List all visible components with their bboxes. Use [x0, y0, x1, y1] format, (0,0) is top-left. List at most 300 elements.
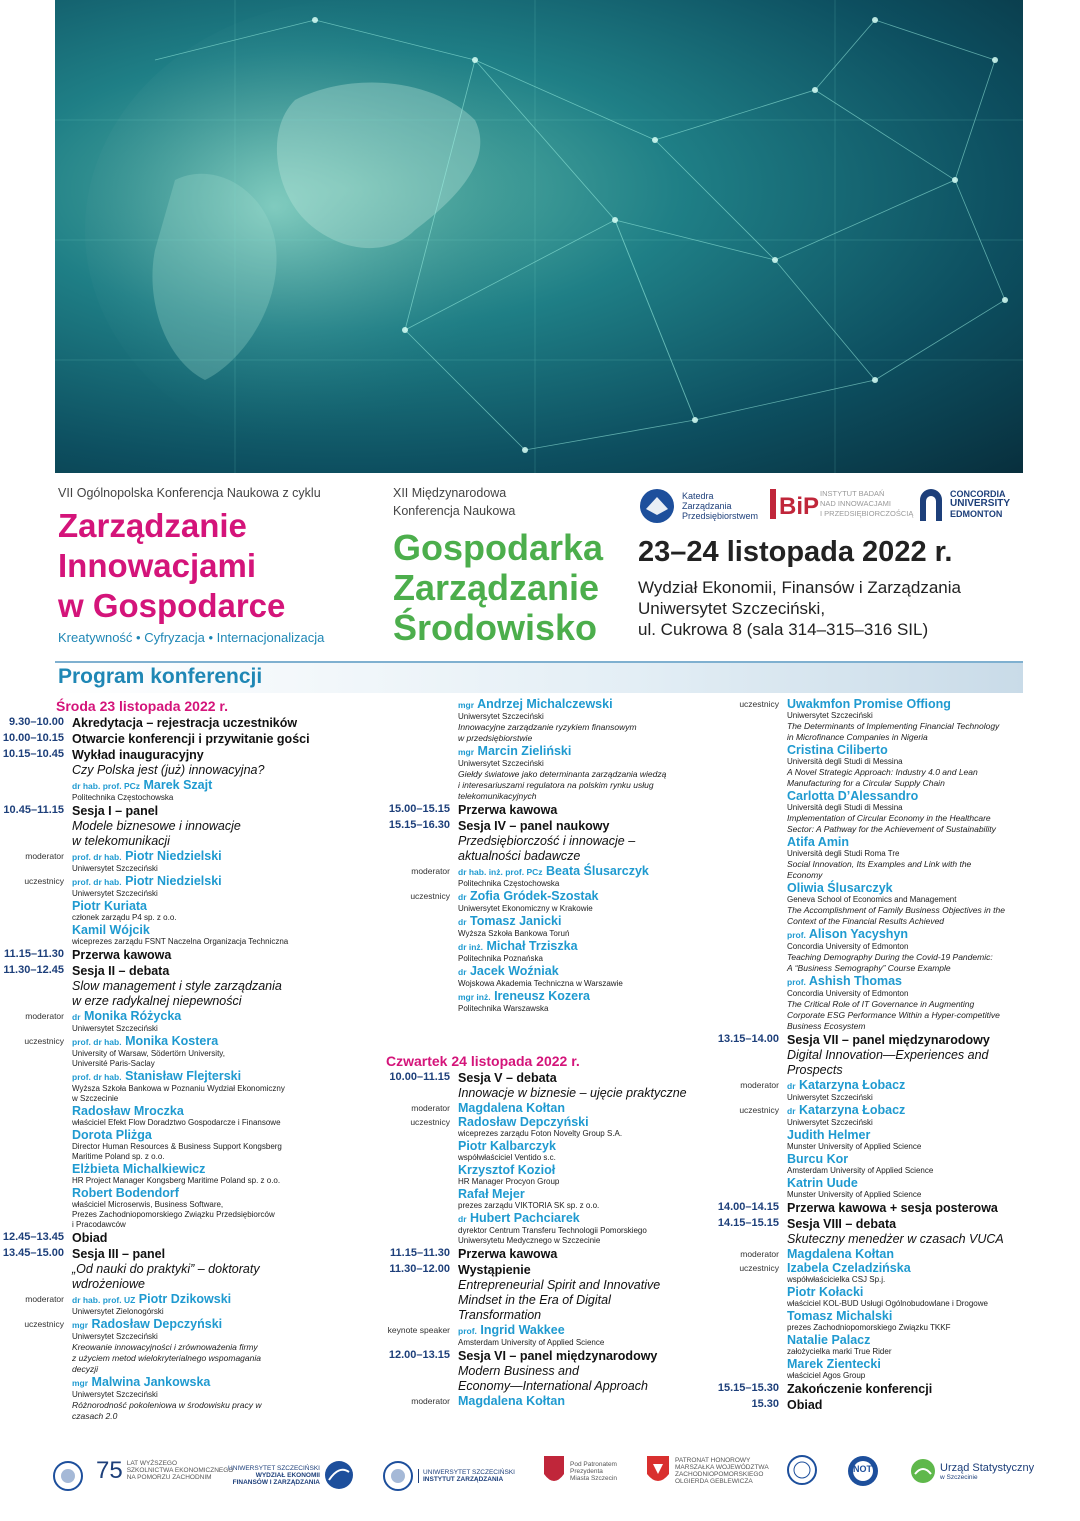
venue-line: ul. Cukrowa 8 (sala 314–315–316 SIL)	[638, 620, 929, 639]
role-label: uczestnicy	[410, 891, 450, 901]
speaker-fullname: Izabela Czeladzińska	[787, 1261, 911, 1275]
schedule-item	[386, 1308, 706, 1323]
paper-title: z użyciem metod wielokryterialnego wspomagania	[72, 1353, 261, 1363]
series-text: VII Ogólnopolska Konferencja Naukowa z cyklu	[58, 486, 321, 500]
speaker-name	[787, 1078, 1045, 1093]
speaker-name	[72, 1186, 372, 1200]
speaker-name	[787, 1128, 1045, 1142]
speaker-affiliation: Uniwersytet Szczeciński	[787, 1093, 873, 1102]
schedule-item	[715, 1152, 1045, 1176]
logo-line: Prezydenta	[570, 1467, 603, 1475]
speaker-fullname: Marcin Zieliński	[477, 744, 572, 758]
session-topic: Mindset in the Era of Digital	[458, 1293, 611, 1307]
schedule-item	[0, 1162, 372, 1186]
time-slot: 15.15–16.30	[388, 819, 450, 831]
schedule-item	[386, 803, 706, 818]
speaker-title: dr	[458, 892, 467, 902]
role-label: keynote speaker	[387, 1325, 450, 1335]
role-label: moderator	[411, 866, 450, 876]
time-slot: 15.15–15.30	[717, 1382, 779, 1394]
speaker-affiliation: University of Warsaw, Södertörn University,	[72, 1049, 225, 1058]
prezydent-logo	[542, 1454, 617, 1488]
speaker-name	[787, 697, 1045, 711]
schedule-item	[0, 923, 372, 947]
title-line: Gospodarka	[393, 527, 604, 568]
time-slot: 11.15–11.30	[390, 1247, 450, 1259]
session-topic: Economy—International Approach	[458, 1379, 648, 1393]
logo-line: WYDZIAŁ EKONOMII	[255, 1471, 320, 1479]
speaker-name	[72, 1009, 372, 1024]
speaker-affiliation: Munster University of Applied Science	[787, 1190, 922, 1199]
speaker-name	[458, 1163, 706, 1177]
schedule-item	[715, 1261, 1045, 1285]
speaker-fullname: Elżbieta Michalkiewicz	[72, 1162, 206, 1176]
paper-title: czasach 2.0	[72, 1411, 118, 1421]
role-label: moderator	[740, 1080, 779, 1090]
speaker-fullname: Ireneusz Kozera	[494, 989, 590, 1003]
logo-line: Przedsiębiorstwem	[682, 511, 759, 521]
speaker-affiliation: Prezes Zachodniopomorskiego Związku Przedsiębiorców	[72, 1210, 275, 1219]
svg-text:BiP: BiP	[779, 493, 820, 520]
speaker-name	[787, 1333, 1045, 1347]
schedule-item	[715, 1201, 1045, 1216]
schedule-item	[0, 964, 372, 979]
logo-line: ZACHODNIOPOMORSKIEGO	[675, 1471, 764, 1478]
speaker-name	[787, 1103, 1045, 1118]
speaker-name	[458, 1394, 706, 1408]
speaker-affiliation: Uniwersytet Szczeciński	[787, 1118, 873, 1127]
wydzial-logo	[228, 1460, 354, 1490]
logo-line: Zarządzania	[682, 501, 732, 511]
network-globe-illustration	[55, 0, 1023, 473]
speaker-name	[72, 1375, 372, 1390]
role-label: moderator	[740, 1249, 779, 1259]
event-title: Sesja I – panel	[72, 804, 159, 818]
schedule-item	[0, 1128, 372, 1162]
speaker-affiliation: prezes zarządu VIKTORIA SK sp. z o.o.	[458, 1201, 600, 1210]
concordia-arch-icon	[918, 487, 944, 521]
schedule-list	[386, 1071, 706, 1408]
schedule-item	[386, 1293, 706, 1308]
session-topic: Digital Innovation—Experiences and	[787, 1048, 989, 1062]
schedule-item	[715, 1103, 1045, 1128]
schedule-item	[0, 1069, 372, 1104]
speaker-fullname: Judith Helmer	[787, 1128, 871, 1142]
speaker-name	[458, 1139, 706, 1153]
us-seal-logo	[52, 1460, 84, 1492]
session-topic: Skuteczny menedżer w czasach VUCA	[787, 1232, 1004, 1246]
paper-title: w przedsiębiorstwie	[458, 733, 533, 743]
speaker-affiliation: Università degli Studi di Messina	[787, 803, 903, 812]
speaker-title: prof.	[787, 930, 806, 940]
schedule-item	[715, 1357, 1045, 1381]
speaker-affiliation: właściciel Agos Group	[787, 1371, 866, 1380]
speaker-fullname: Stanisław Flejterski	[125, 1069, 242, 1083]
university-seal-logo	[786, 1454, 818, 1486]
role-label: moderator	[411, 1103, 450, 1113]
speaker-fullname: Monika Różycka	[83, 1009, 182, 1023]
speaker-fullname: Atifa Amin	[787, 835, 850, 849]
speaker-fullname: Tomasz Janicki	[469, 914, 562, 928]
schedule-item	[386, 1349, 706, 1364]
speaker-fullname: Rafał Mejer	[458, 1187, 525, 1201]
speaker-affiliation: wiceprezes zarządu Foton Novelty Group S.A.	[458, 1129, 623, 1138]
event-title: Akredytacja – rejestracja uczestników	[72, 716, 298, 730]
speaker-affiliation: prezes Zachodniopomorskiego Związku TKKF	[787, 1323, 951, 1332]
paper-title: Manufacturing for a Circular Supply Chain	[787, 778, 945, 788]
gus-logo	[910, 1456, 1034, 1486]
paper-title: Implementation of Circular Economy in the Healthcare	[787, 813, 991, 823]
schedule-item	[0, 1292, 372, 1317]
role-label: uczestnicy	[739, 1263, 779, 1273]
session-topic: Prospects	[787, 1063, 843, 1077]
schedule-item	[715, 1398, 1045, 1413]
role-label: uczestnicy	[410, 1117, 450, 1127]
speaker-name	[72, 923, 372, 937]
coat-of-arms-icon	[542, 1454, 566, 1488]
role-label: moderator	[25, 1011, 64, 1021]
logo-line: Miasta Szczecin	[570, 1474, 617, 1482]
event-title: Sesja VI – panel międzynarodowy	[458, 1349, 658, 1363]
schedule-item	[715, 1217, 1045, 1232]
logo-line: I PRZEDSIĘBIORCZOŚCIĄ	[820, 509, 914, 518]
event-title: Sesja II – debata	[72, 964, 170, 978]
speaker-fullname: Malwina Jankowska	[91, 1375, 211, 1389]
speaker-fullname: Monika Kostera	[125, 1034, 219, 1048]
marszalek-logo	[645, 1454, 769, 1488]
event-date: 23–24 listopada 2022 r.	[638, 536, 953, 568]
speaker-name	[458, 744, 706, 759]
speaker-name	[787, 835, 1045, 849]
speaker-affiliation: Concordia University of Edmonton	[787, 989, 909, 998]
speaker-affiliation: założycielka marki True Rider	[787, 1347, 892, 1356]
series-line: XII Międzynarodowa	[393, 486, 507, 500]
title-line: Środowisko	[393, 607, 598, 648]
event-title: Przerwa kawowa	[72, 948, 172, 962]
session-topic: Przedsiębiorczość i innowacje –	[458, 834, 636, 848]
conference-left	[58, 484, 378, 645]
speaker-title: prof. dr hab.	[72, 1072, 122, 1082]
time-slot: 15.00–15.15	[388, 803, 450, 815]
event-title: Wystąpienie	[458, 1263, 531, 1277]
schedule-item	[715, 1333, 1045, 1357]
speaker-fullname: Oliwia Ślusarczyk	[787, 881, 893, 895]
speaker-affiliation: właściciel Microserwis, Business Software,	[72, 1200, 224, 1209]
session-topic: w erze radykalnej niepewności	[72, 994, 242, 1008]
speaker-name	[458, 914, 706, 929]
not-logo	[846, 1454, 880, 1488]
event-title: Sesja VII – panel międzynarodowy	[787, 1033, 990, 1047]
speaker-name	[72, 899, 372, 913]
speaker-name	[72, 778, 372, 793]
speaker-name	[72, 1104, 372, 1118]
schedule-item	[715, 1048, 1045, 1063]
role-label: uczestnicy	[24, 1319, 64, 1329]
schedule-item	[715, 1063, 1045, 1078]
speaker-name	[458, 1187, 706, 1201]
speaker-affiliation: Università degli Studi Roma Tre	[787, 849, 900, 858]
logo-line: Katedra	[682, 491, 714, 501]
event-title: Obiad	[787, 1398, 823, 1412]
schedule-item	[386, 819, 706, 834]
logo-line: NA POMORZU ZACHODNIM	[126, 1474, 212, 1481]
schedule-item	[386, 914, 706, 939]
speaker-fullname: Tomasz Michalski	[787, 1309, 893, 1323]
time-slot: 15.30	[751, 1398, 779, 1410]
paper-title: Różnorodność pokoleniowa w środowisku pracy w	[72, 1400, 262, 1410]
anniversary-number: 75	[96, 1457, 123, 1484]
speaker-affiliation: dyrektor Centrum Transferu Technologii Pomorskiego	[458, 1226, 647, 1235]
speaker-affiliation: Uniwersytet Szczeciński	[72, 889, 158, 898]
schedule-item	[386, 1247, 706, 1262]
event-info	[638, 536, 1028, 640]
paper-title: The Critical Role of IT Governance in Augmenting	[787, 999, 975, 1009]
speaker-affiliation: Geneva School of Economics and Management	[787, 895, 957, 904]
speaker-name	[72, 1292, 372, 1307]
speaker-affiliation: Politechnika Warszawska	[458, 1004, 549, 1013]
speaker-affiliation: Munster University of Applied Science	[787, 1142, 922, 1151]
schedule-item	[0, 899, 372, 923]
schedule-item	[0, 1375, 372, 1422]
not-label: NOT	[853, 1464, 872, 1474]
event-title: Sesja IV – panel naukowy	[458, 819, 610, 833]
event-title: Wykład inauguracyjny	[72, 748, 204, 762]
katedra-logo	[638, 487, 758, 525]
speaker-title: mgr	[458, 700, 475, 710]
logo-line: Pod Patronatem	[570, 1460, 617, 1468]
schedule-item	[715, 697, 1045, 743]
time-slot: 10.00–10.15	[2, 732, 64, 744]
speaker-name	[72, 1317, 372, 1332]
speaker-fullname: Burcu Kor	[787, 1152, 849, 1166]
paper-title: Sector: A Pathway for the Achievement of Sustainability	[787, 824, 996, 834]
seal-icon	[786, 1454, 818, 1486]
speaker-title: prof.	[787, 977, 806, 987]
speaker-affiliation: Politechnika Poznańska	[458, 954, 543, 963]
logo-line: INSTYTUT ZARZĄDZANIA	[423, 1476, 504, 1483]
schedule-item	[386, 1211, 706, 1246]
event-title: Sesja III – panel	[72, 1247, 166, 1261]
speaker-affiliation: Uniwersytet Szczeciński	[72, 1390, 158, 1399]
schedule-list	[0, 716, 372, 1422]
session-topic: w telekomunikacji	[72, 834, 170, 848]
paper-title: Business Ecosystem	[787, 1021, 866, 1031]
speaker-fullname: Beata Ślusarczyk	[546, 864, 649, 878]
schedule-item	[386, 1323, 706, 1348]
time-slot: 10.15–10.45	[2, 748, 64, 760]
program-column-2	[386, 697, 706, 1408]
speaker-fullname: Andrzej Michalczewski	[477, 697, 613, 711]
conference-middle	[393, 484, 623, 648]
speaker-name	[458, 939, 706, 954]
ibip-logo	[770, 487, 913, 521]
footer-logos	[0, 1448, 1080, 1508]
speaker-affiliation: HR Manager Procyon Group	[458, 1177, 560, 1186]
schedule-item	[0, 1231, 372, 1246]
schedule-item	[0, 994, 372, 1009]
session-topic: Transformation	[458, 1308, 542, 1322]
schedule-item	[715, 1078, 1045, 1103]
speaker-name	[458, 1323, 706, 1338]
speaker-fullname: Kamil Wójcik	[72, 923, 150, 937]
speaker-fullname: Katarzyna Łobacz	[798, 1078, 906, 1092]
speaker-fullname: Radosław Depczyński	[91, 1317, 223, 1331]
speaker-affiliation: Amsterdam University of Applied Science	[458, 1338, 605, 1347]
speaker-fullname: Ashish Thomas	[808, 974, 902, 988]
schedule-item	[386, 834, 706, 849]
program-column-1	[0, 697, 372, 1422]
paper-title: The Determinants of Implementing Financial Technology	[787, 721, 1000, 731]
schedule-item	[0, 732, 372, 747]
title-line: Zarządzanie	[393, 567, 600, 608]
speaker-name	[458, 1101, 706, 1115]
speaker-title: dr	[787, 1106, 796, 1116]
speaker-affiliation: Università degli Studi di Messina	[787, 757, 903, 766]
speaker-name	[787, 1285, 1045, 1299]
speaker-title: prof. dr hab.	[72, 1037, 122, 1047]
speaker-fullname: Magdalena Kołtan	[458, 1394, 565, 1408]
paper-title: The Accomplishment of Family Business Objectives in the	[787, 905, 1005, 915]
schedule-item	[715, 974, 1045, 1032]
logo-line: OLGIERDA GEBLEWICZA	[675, 1478, 753, 1485]
schedule-item	[0, 778, 372, 803]
speaker-title: mgr inż.	[458, 992, 491, 1002]
event-title: Sesja VIII – debata	[787, 1217, 897, 1231]
schedule-item	[0, 1317, 372, 1375]
logo-line: FINANSÓW I ZARZĄDZANIA	[232, 1478, 320, 1486]
speaker-fullname: Ingrid Wakkee	[480, 1323, 565, 1337]
logo-line: MARSZAŁKA WOJEWÓDZTWA	[675, 1464, 769, 1471]
tagline: Kreatywność • Cyfryzacja • Internacjonalizacja	[58, 630, 325, 645]
speaker-affiliation: Politechnika Częstochowska	[72, 793, 174, 802]
speaker-affiliation: wiceprezes zarządu FSNT Naczelna Organizacja Techniczna	[72, 937, 289, 946]
schedule-item	[386, 889, 706, 914]
speaker-name	[458, 989, 706, 1004]
speaker-name	[787, 1357, 1045, 1371]
hero-image	[55, 0, 1023, 473]
schedule-item	[715, 1247, 1045, 1261]
speaker-affiliation: Uniwersytet Zielonogórski	[72, 1307, 164, 1316]
paper-title: A “Business Semography” Course Example	[787, 963, 951, 973]
speaker-fullname: Hubert Pachciarek	[469, 1211, 580, 1225]
speaker-name	[458, 889, 706, 904]
schedule-item	[0, 1262, 372, 1277]
gus-emblem-icon	[910, 1456, 936, 1486]
paper-title: Economy	[787, 870, 823, 880]
speaker-fullname: Piotr Kuriata	[72, 899, 148, 913]
schedule-item	[0, 1277, 372, 1292]
speaker-name	[787, 743, 1045, 757]
schedule-item	[386, 1379, 706, 1394]
speaker-fullname: Katrin Uude	[787, 1176, 858, 1190]
schedule-item	[715, 1176, 1045, 1200]
event-title: Zakończenie konferencji	[787, 1382, 933, 1396]
schedule-item	[0, 1034, 372, 1069]
anniversary-logo	[96, 1457, 234, 1484]
speaker-name	[72, 874, 372, 889]
session-topic: Modele biznesowe i innowacje	[72, 819, 241, 833]
event-title: Przerwa kawowa	[458, 1247, 558, 1261]
event-title: Przerwa kawowa	[458, 803, 558, 817]
paper-title: Kreowanie innowacyjności i zrównoważenia firmy	[72, 1342, 258, 1352]
time-slot: 12.00–13.15	[388, 1349, 450, 1361]
paper-title: decyzji	[72, 1364, 98, 1374]
title-line: w Gospodarce	[58, 587, 286, 624]
speaker-affiliation: Politechnika Częstochowska	[458, 879, 560, 888]
speaker-name	[72, 1034, 372, 1049]
logo-line: NAD INNOWACJAMI	[820, 499, 891, 508]
logo-line: UNIVERSITY	[950, 498, 1011, 509]
session-topic: „Od nauki do praktyki” – doktoraty	[72, 1262, 260, 1276]
paper-title: Innowacyjne zarządzanie ryzykiem finansowym	[458, 722, 637, 732]
schedule-item	[715, 1285, 1045, 1309]
speaker-fullname: Piotr Dzikowski	[138, 1292, 232, 1306]
speaker-affiliation: Amsterdam University of Applied Science	[787, 1166, 934, 1175]
schedule-item	[715, 743, 1045, 789]
speaker-name	[72, 1162, 372, 1176]
speaker-affiliation: członek zarządu P4 sp. z o.o.	[72, 913, 177, 922]
speaker-name	[458, 1211, 706, 1226]
schedule-item	[0, 819, 372, 834]
wave-emblem-icon	[324, 1460, 354, 1490]
schedule-item	[386, 1187, 706, 1211]
paper-title: telekomunikacyjnych	[458, 791, 537, 801]
schedule-item	[386, 1394, 706, 1408]
title-line: Innowacjami	[58, 547, 257, 584]
speaker-fullname: Piotr Niedzielski	[125, 874, 222, 888]
speaker-affiliation: Uniwersytet Szczeciński	[72, 1332, 158, 1341]
venue-line: Wydział Ekonomii, Finansów i Zarządzania	[638, 578, 961, 597]
schedule-list	[715, 697, 1045, 1413]
session-topic: Czy Polska jest (już) innowacyjna?	[72, 763, 265, 777]
schedule-item	[386, 964, 706, 989]
speaker-fullname: Carlotta D’Alessandro	[787, 789, 919, 803]
schedule-item	[0, 804, 372, 819]
logo-line: UNIWERSYTET SZCZECIŃSKI	[228, 1464, 320, 1472]
time-slot: 14.15–15.15	[717, 1217, 779, 1229]
schedule-item	[386, 1101, 706, 1115]
schedule-item	[386, 989, 706, 1014]
speaker-affiliation: właściciel Efekt Flow Doradztwo Gospodarcze i Finansowe	[72, 1118, 281, 1127]
venue-line: Uniwersytet Szczeciński,	[638, 599, 826, 618]
schedule-item	[386, 849, 706, 864]
schedule-item	[386, 1163, 706, 1187]
schedule-item	[715, 1033, 1045, 1048]
speaker-name	[458, 697, 706, 712]
time-slot: 11.30–12.45	[3, 964, 64, 976]
speaker-name	[787, 1309, 1045, 1323]
speaker-name	[787, 1176, 1045, 1190]
speaker-title: dr	[458, 917, 467, 927]
program-title: Program konferencji	[58, 665, 263, 688]
concordia-logo	[918, 487, 1010, 521]
session-topic: Modern Business and	[458, 1364, 579, 1378]
logo-line: w Szczecinie	[940, 1473, 978, 1481]
speaker-name	[787, 1152, 1045, 1166]
role-label: uczestnicy	[24, 1036, 64, 1046]
schedule-item	[386, 1115, 706, 1139]
paper-title: Corporate ESG Performance Within a Hyper-competitive	[787, 1010, 1000, 1020]
speaker-affiliation: współwłaścicielka CSJ Sp.j.	[787, 1275, 886, 1284]
schedule-item	[386, 1071, 706, 1086]
speaker-affiliation: Concordia University of Edmonton	[787, 942, 909, 951]
speaker-fullname: Krzysztof Kozioł	[458, 1163, 556, 1177]
logo-line: CONCORDIA	[950, 489, 1006, 499]
speaker-affiliation: Uniwersytet Szczeciński	[458, 712, 544, 721]
speaker-name	[787, 1247, 1045, 1261]
speaker-fullname: Magdalena Kołtan	[787, 1247, 894, 1261]
paper-title: Teaching Demography During the Covid-19 Pandemic:	[787, 952, 993, 962]
